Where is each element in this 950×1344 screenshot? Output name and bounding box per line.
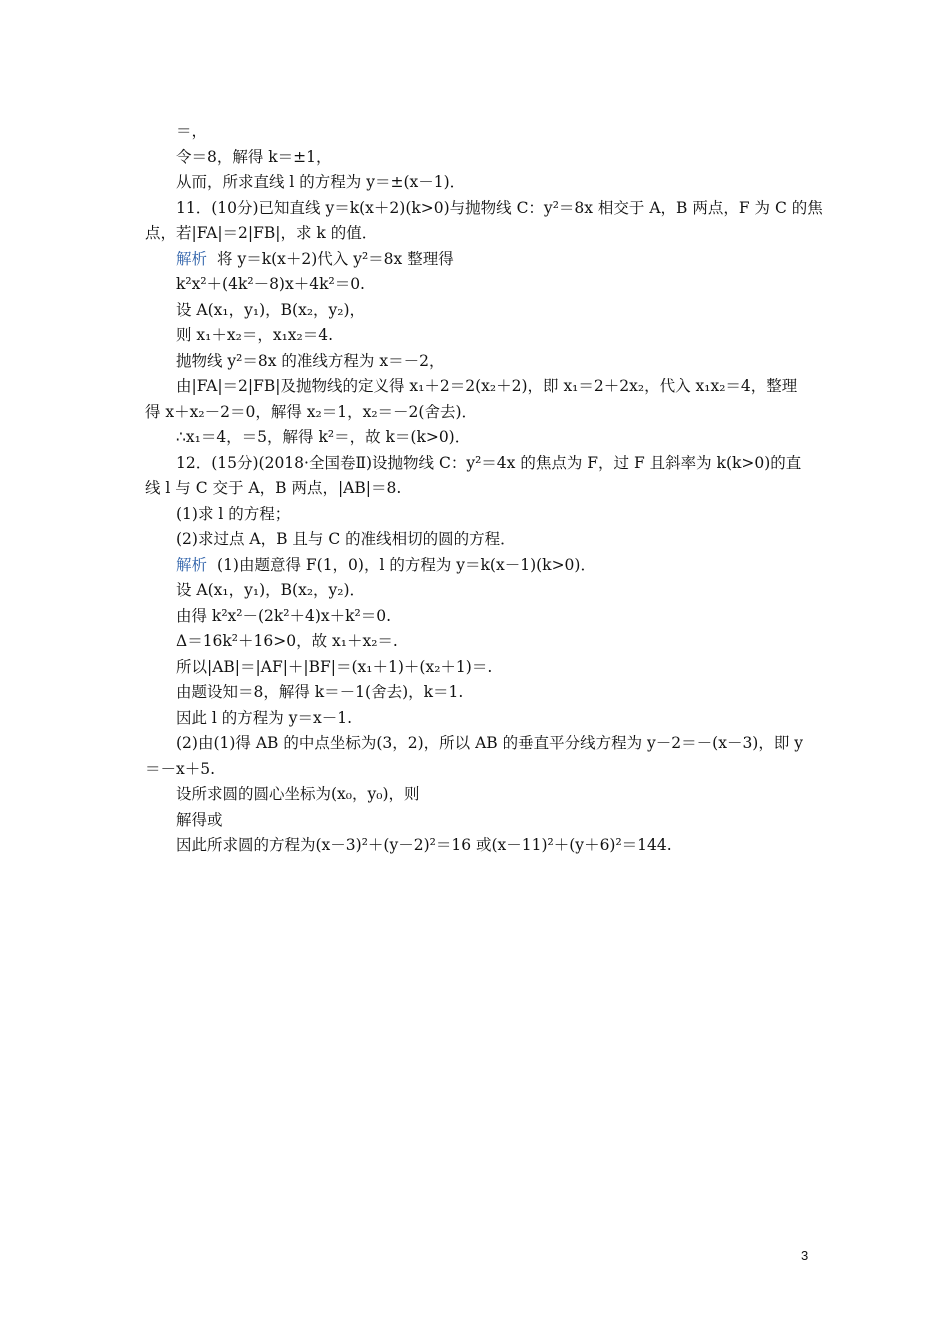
text-line: ∴x₁＝4，＝5，解得 k²＝，故 k＝(k>0)．	[176, 428, 471, 446]
solution-line: 解析 (1)由题意得 F(1，0)，l 的方程为 y＝k(x－1)(k>0)．	[176, 556, 596, 574]
problem-12-line-2: 线 l 与 C 交于 A，B 两点，|AB|＝8.	[145, 479, 402, 497]
text-line: 由|FA|＝2|FB|及抛物线的定义得 x₁＋2＝2(x₂＋2)，即 x₁＝2＋2x₂，代入 x₁x₂＝4，整理	[176, 377, 798, 395]
text-line: 从而，所求直线 l 的方程为 y＝±(x－1)．	[176, 173, 466, 191]
text-line: ＝，	[176, 122, 208, 140]
problem-12-line-1: 12．(15分)(2018·全国卷Ⅱ)设抛物线 C：y²＝4x 的焦点为 F，过 F 且斜率为 k(k>0)的直	[176, 454, 802, 472]
text-line: 由得 k²x²－(2k²＋4)x＋k²＝0.	[176, 607, 392, 625]
text-line: 解得或	[176, 811, 223, 829]
text-line: 因此所求圆的方程为(x－3)²＋(y－2)²＝16 或(x－11)²＋(y＋6)²＝144.	[176, 836, 672, 854]
text-line: (2)由(1)得 AB 的中点坐标为(3，2)，所以 AB 的垂直平分线方程为 y－2＝－(x－3)，即 y	[176, 734, 804, 752]
text-line: Δ＝16k²＋16>0，故 x₁＋x₂＝.	[176, 632, 398, 650]
text-line: 则 x₁＋x₂＝，x₁x₂＝4.	[176, 326, 334, 344]
solution-line: 解析 将 y＝k(x＋2)代入 y²＝8x 整理得	[176, 250, 454, 268]
text-line: k²x²＋(4k²－8)x＋4k²＝0.	[176, 275, 365, 293]
text-line: 令＝8，解得 k＝±1，	[176, 148, 332, 166]
problem-11-line-1: 11．(10分)已知直线 y＝k(x＋2)(k>0)与抛物线 C：y²＝8x 相交于 A，B 两点，F 为 C 的焦	[176, 199, 823, 217]
text-line: 因此 l 的方程为 y＝x－1.	[176, 709, 353, 727]
text-line: (2)求过点 A，B 且与 C 的准线相切的圆的方程．	[176, 530, 516, 548]
problem-11-line-2: 点，若|FA|＝2|FB|，求 k 的值．	[145, 224, 378, 242]
solution-label: 解析	[176, 556, 208, 574]
text-line: (1)求 l 的方程；	[176, 505, 291, 523]
text-line: 由题设知＝8，解得 k＝－1(舍去)，k＝1.	[176, 683, 464, 701]
text-line: 设 A(x₁，y₁)，B(x₂，y₂)，	[176, 301, 366, 319]
text-line: 得 x＋x₂－2＝0，解得 x₂＝1，x₂＝－2(舍去)．	[145, 403, 478, 421]
text-line: 设所求圆的圆心坐标为(x₀，y₀)，则	[176, 785, 420, 803]
text-line: 所以|AB|＝|AF|＋|BF|＝(x₁＋1)＋(x₂＋1)＝.	[176, 658, 493, 676]
solution-label: 解析	[176, 250, 208, 268]
text-line: ＝－x＋5.	[145, 760, 216, 778]
text-line: 设 A(x₁，y₁)，B(x₂，y₂)．	[176, 581, 366, 599]
text-line: 抛物线 y²＝8x 的准线方程为 x＝－2，	[176, 352, 445, 370]
page-number: 3	[801, 1248, 809, 1263]
